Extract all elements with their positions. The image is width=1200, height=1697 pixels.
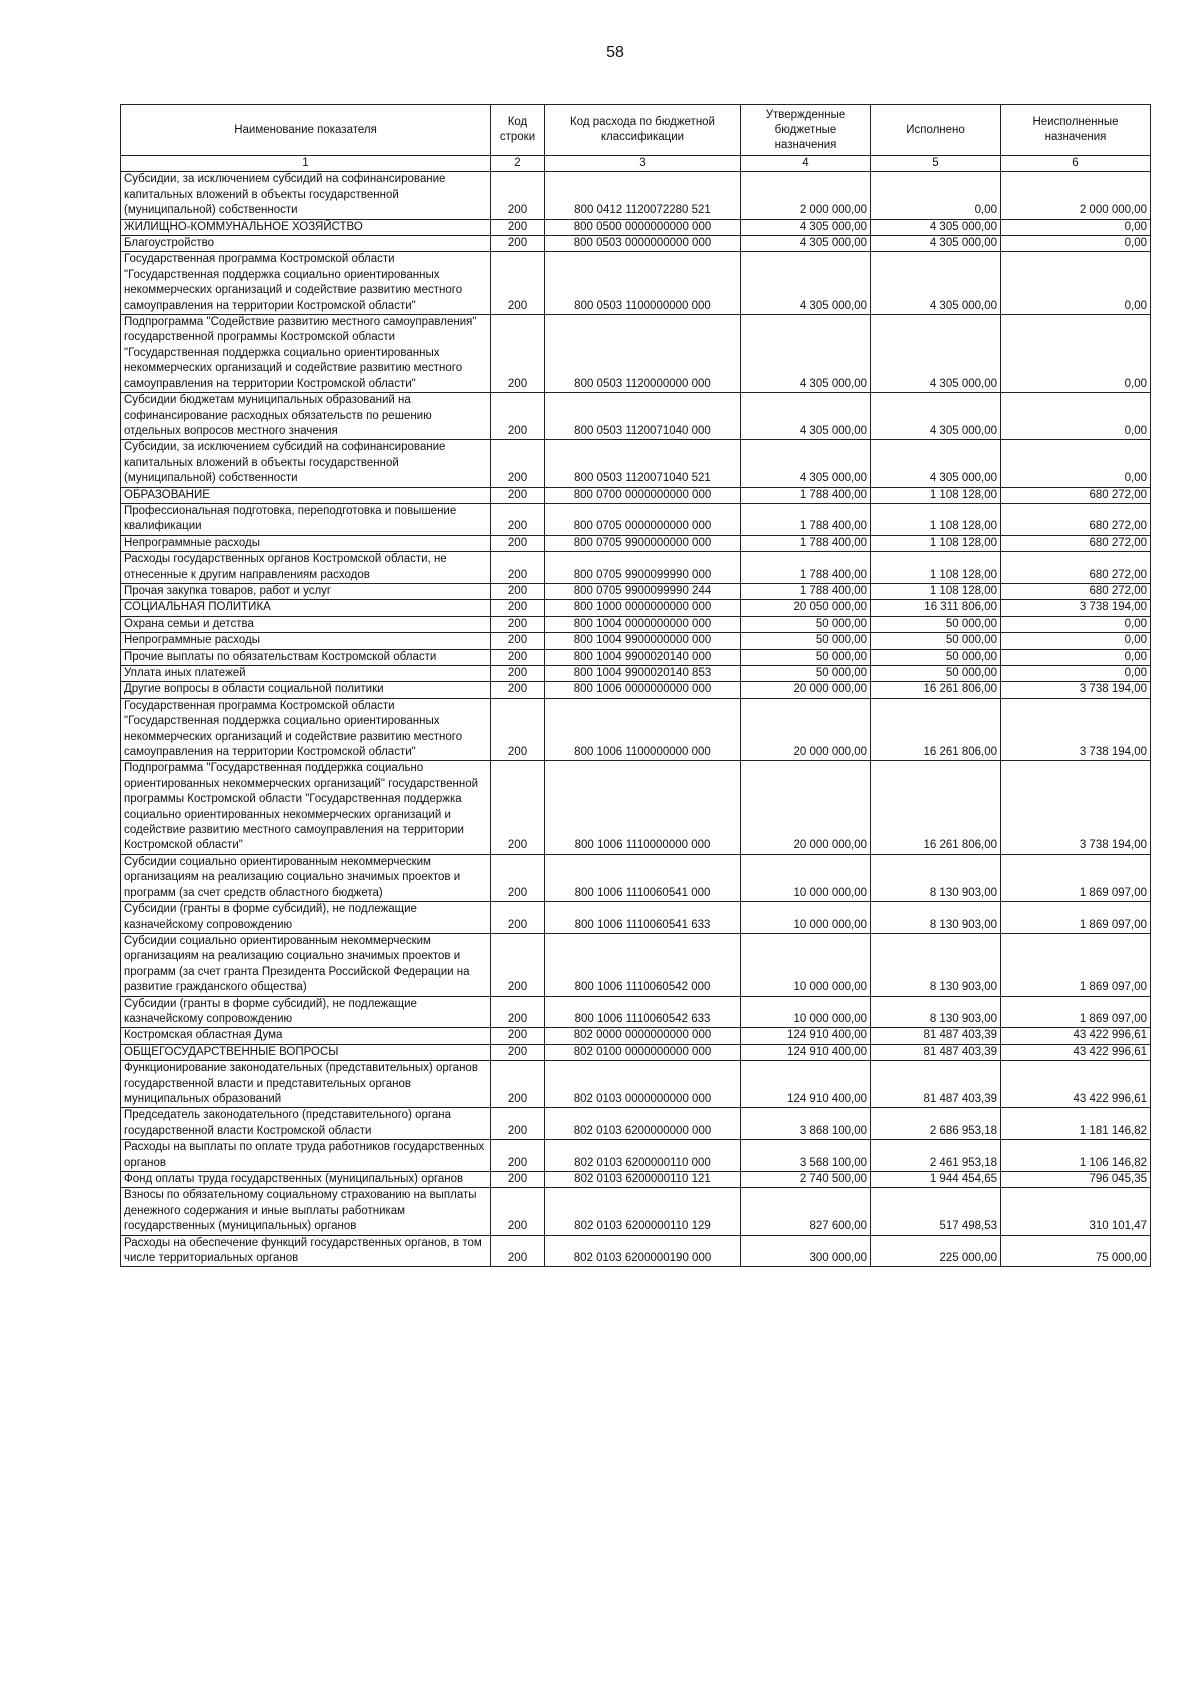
cell-name: Взносы по обязательному социальному страхованию на выплаты денежного содержания и иные выплаты работникам государственных (муниципальных) органов bbox=[121, 1188, 491, 1235]
cell-name: Охрана семьи и детства bbox=[121, 616, 491, 632]
cell-name: Прочие выплаты по обязательствам Костромской области bbox=[121, 649, 491, 665]
cell-approved: 1 788 400,00 bbox=[741, 535, 871, 551]
cell-executed: 81 487 403,39 bbox=[871, 1044, 1001, 1060]
cell-executed: 4 305 000,00 bbox=[871, 252, 1001, 315]
cell-budget: 800 0412 1120072280 521 bbox=[545, 172, 741, 219]
cell-unexecuted: 0,00 bbox=[1001, 252, 1151, 315]
table-row bbox=[121, 503, 1151, 535]
cell-unexecuted: 680 272,00 bbox=[1001, 583, 1151, 599]
cell-executed: 8 130 903,00 bbox=[871, 854, 1001, 901]
cell-executed: 4 305 000,00 bbox=[871, 219, 1001, 235]
cell-code: 200 bbox=[491, 698, 545, 761]
cell-code: 200 bbox=[491, 1028, 545, 1044]
header-row bbox=[121, 105, 1151, 156]
cell-executed: 8 130 903,00 bbox=[871, 996, 1001, 1028]
table-row bbox=[121, 1061, 1151, 1108]
cell-unexecuted: 3 738 194,00 bbox=[1001, 698, 1151, 761]
table-row bbox=[121, 1044, 1151, 1060]
cell-code: 200 bbox=[491, 487, 545, 503]
cell-budget: 800 1006 1110060541 000 bbox=[545, 854, 741, 901]
cell-code: 200 bbox=[491, 1044, 545, 1060]
cell-unexecuted: 0,00 bbox=[1001, 219, 1151, 235]
table-row bbox=[121, 252, 1151, 315]
cell-executed: 8 130 903,00 bbox=[871, 933, 1001, 996]
cell-approved: 1 788 400,00 bbox=[741, 487, 871, 503]
page-number: 58 bbox=[606, 44, 624, 61]
cell-approved: 10 000 000,00 bbox=[741, 933, 871, 996]
cell-budget: 800 1006 1110060542 000 bbox=[545, 933, 741, 996]
cell-budget: 800 0503 0000000000 000 bbox=[545, 236, 741, 252]
header-unexecuted: Неисполненные назначения bbox=[1001, 105, 1151, 156]
table-row bbox=[121, 535, 1151, 551]
cell-budget: 800 1006 1100000000 000 bbox=[545, 698, 741, 761]
cell-executed: 16 261 806,00 bbox=[871, 761, 1001, 854]
cell-unexecuted: 1 106 146,82 bbox=[1001, 1140, 1151, 1172]
cell-code: 200 bbox=[491, 1188, 545, 1235]
table-row bbox=[121, 649, 1151, 665]
cell-executed: 0,00 bbox=[871, 172, 1001, 219]
cell-name: Субсидии (гранты в форме субсидий), не подлежащие казначейскому сопровождению bbox=[121, 996, 491, 1028]
cell-name: Расходы на выплаты по оплате труда работников государственных органов bbox=[121, 1140, 491, 1172]
cell-code: 200 bbox=[491, 1140, 545, 1172]
table-row bbox=[121, 854, 1151, 901]
cell-budget: 802 0103 6200000110 121 bbox=[545, 1172, 741, 1188]
table-row bbox=[121, 440, 1151, 487]
column-number: 5 bbox=[871, 156, 1001, 172]
table-row bbox=[121, 698, 1151, 761]
cell-code: 200 bbox=[491, 682, 545, 698]
cell-unexecuted: 1 869 097,00 bbox=[1001, 996, 1151, 1028]
cell-budget: 802 0103 6200000000 000 bbox=[545, 1108, 741, 1140]
cell-name: Расходы на обеспечение функций государственных органов, в том числе территориальных органов bbox=[121, 1235, 491, 1267]
cell-unexecuted: 43 422 996,61 bbox=[1001, 1028, 1151, 1044]
cell-budget: 800 1006 1110000000 000 bbox=[545, 761, 741, 854]
cell-executed: 2 686 953,18 bbox=[871, 1108, 1001, 1140]
cell-code: 200 bbox=[491, 933, 545, 996]
cell-name: Субсидии социально ориентированным некоммерческим организациям на реализацию социально значимых проектов и программ (за счет гранта Президента Российской Федерации на развитие гражданского общества) bbox=[121, 933, 491, 996]
cell-budget: 800 0705 9900099990 000 bbox=[545, 552, 741, 584]
cell-approved: 1 788 400,00 bbox=[741, 503, 871, 535]
cell-code: 200 bbox=[491, 172, 545, 219]
cell-executed: 225 000,00 bbox=[871, 1235, 1001, 1267]
cell-name: Профессиональная подготовка, переподготовка и повышение квалификации bbox=[121, 503, 491, 535]
cell-approved: 2 740 500,00 bbox=[741, 1172, 871, 1188]
cell-executed: 16 311 806,00 bbox=[871, 600, 1001, 616]
cell-unexecuted: 0,00 bbox=[1001, 440, 1151, 487]
cell-unexecuted: 2 000 000,00 bbox=[1001, 172, 1151, 219]
cell-executed: 50 000,00 bbox=[871, 633, 1001, 649]
table-row bbox=[121, 761, 1151, 854]
cell-budget: 802 0103 6200000110 000 bbox=[545, 1140, 741, 1172]
cell-budget: 800 0700 0000000000 000 bbox=[545, 487, 741, 503]
cell-budget: 800 1006 1110060542 633 bbox=[545, 996, 741, 1028]
column-number: 3 bbox=[545, 156, 741, 172]
cell-unexecuted: 3 738 194,00 bbox=[1001, 682, 1151, 698]
cell-budget: 802 0103 6200000190 000 bbox=[545, 1235, 741, 1267]
table-row bbox=[121, 933, 1151, 996]
cell-approved: 20 000 000,00 bbox=[741, 698, 871, 761]
cell-executed: 4 305 000,00 bbox=[871, 315, 1001, 393]
table-row bbox=[121, 1235, 1151, 1267]
cell-name: Субсидии социально ориентированным некоммерческим организациям на реализацию социально значимых проектов и программ (за счет средств областного бюджета) bbox=[121, 854, 491, 901]
cell-approved: 4 305 000,00 bbox=[741, 315, 871, 393]
cell-code: 200 bbox=[491, 440, 545, 487]
cell-budget: 800 1000 0000000000 000 bbox=[545, 600, 741, 616]
cell-budget: 800 1004 9900020140 000 bbox=[545, 649, 741, 665]
cell-approved: 50 000,00 bbox=[741, 666, 871, 682]
table-row bbox=[121, 1140, 1151, 1172]
cell-name: ОБРАЗОВАНИЕ bbox=[121, 487, 491, 503]
table-row bbox=[121, 236, 1151, 252]
table-row bbox=[121, 219, 1151, 235]
cell-budget: 800 0503 1120000000 000 bbox=[545, 315, 741, 393]
cell-code: 200 bbox=[491, 1061, 545, 1108]
table-row bbox=[121, 600, 1151, 616]
cell-approved: 827 600,00 bbox=[741, 1188, 871, 1235]
table-row bbox=[121, 1028, 1151, 1044]
cell-budget: 800 0503 1120071040 000 bbox=[545, 393, 741, 440]
cell-approved: 4 305 000,00 bbox=[741, 393, 871, 440]
cell-executed: 1 108 128,00 bbox=[871, 583, 1001, 599]
cell-approved: 4 305 000,00 bbox=[741, 236, 871, 252]
cell-name: Государственная программа Костромской области "Государственная поддержка социально ориентированных некоммерческих организаций и содействие развитию местного самоуправления на территории Костромской области" bbox=[121, 698, 491, 761]
cell-name: Другие вопросы в области социальной политики bbox=[121, 682, 491, 698]
cell-executed: 1 108 128,00 bbox=[871, 552, 1001, 584]
cell-code: 200 bbox=[491, 649, 545, 665]
cell-budget: 800 0500 0000000000 000 bbox=[545, 219, 741, 235]
cell-unexecuted: 3 738 194,00 bbox=[1001, 600, 1151, 616]
header-approved: Утвержденные бюджетные назначения bbox=[741, 105, 871, 156]
table-row bbox=[121, 1108, 1151, 1140]
cell-approved: 10 000 000,00 bbox=[741, 902, 871, 934]
cell-budget: 802 0103 6200000110 129 bbox=[545, 1188, 741, 1235]
cell-approved: 4 305 000,00 bbox=[741, 219, 871, 235]
cell-name: Субсидии (гранты в форме субсидий), не подлежащие казначейскому сопровождению bbox=[121, 902, 491, 934]
cell-approved: 300 000,00 bbox=[741, 1235, 871, 1267]
cell-name: Подпрограмма "Государственная поддержка социально ориентированных некоммерческих организаций" государственной программы Костромской области "Государственная поддержка социально ориентированных некоммерческих организаций и содействие развитию местного самоуправления на территории Костромской области" bbox=[121, 761, 491, 854]
cell-executed: 1 944 454,65 bbox=[871, 1172, 1001, 1188]
cell-approved: 1 788 400,00 bbox=[741, 552, 871, 584]
cell-budget: 800 1006 0000000000 000 bbox=[545, 682, 741, 698]
cell-executed: 50 000,00 bbox=[871, 666, 1001, 682]
table-row bbox=[121, 902, 1151, 934]
cell-executed: 2 461 953,18 bbox=[871, 1140, 1001, 1172]
table-row bbox=[121, 487, 1151, 503]
cell-name: Субсидии бюджетам муниципальных образований на софинансирование расходных обязательств по решению отдельных вопросов местного значения bbox=[121, 393, 491, 440]
cell-budget: 802 0103 0000000000 000 bbox=[545, 1061, 741, 1108]
table-row bbox=[121, 172, 1151, 219]
cell-approved: 50 000,00 bbox=[741, 649, 871, 665]
cell-budget: 800 0705 0000000000 000 bbox=[545, 503, 741, 535]
cell-executed: 517 498,53 bbox=[871, 1188, 1001, 1235]
cell-unexecuted: 680 272,00 bbox=[1001, 535, 1151, 551]
cell-unexecuted: 1 869 097,00 bbox=[1001, 933, 1151, 996]
cell-approved: 50 000,00 bbox=[741, 616, 871, 632]
cell-code: 200 bbox=[491, 666, 545, 682]
cell-code: 200 bbox=[491, 315, 545, 393]
cell-code: 200 bbox=[491, 616, 545, 632]
cell-code: 200 bbox=[491, 1235, 545, 1267]
cell-unexecuted: 3 738 194,00 bbox=[1001, 761, 1151, 854]
cell-approved: 3 868 100,00 bbox=[741, 1108, 871, 1140]
header-name: Наименование показателя bbox=[121, 105, 491, 156]
cell-code: 200 bbox=[491, 393, 545, 440]
cell-approved: 2 000 000,00 bbox=[741, 172, 871, 219]
cell-name: Костромская областная Дума bbox=[121, 1028, 491, 1044]
table-row bbox=[121, 633, 1151, 649]
table-row bbox=[121, 682, 1151, 698]
column-number: 4 bbox=[741, 156, 871, 172]
table-row bbox=[121, 1172, 1151, 1188]
header-budget-code: Код расхода по бюджетной классификации bbox=[545, 105, 741, 156]
cell-unexecuted: 43 422 996,61 bbox=[1001, 1044, 1151, 1060]
cell-name: Субсидии, за исключением субсидий на софинансирование капитальных вложений в объекты государственной (муниципальной) собственности bbox=[121, 440, 491, 487]
cell-approved: 20 000 000,00 bbox=[741, 761, 871, 854]
cell-executed: 50 000,00 bbox=[871, 616, 1001, 632]
header-row-code: Код строки bbox=[491, 105, 545, 156]
cell-unexecuted: 0,00 bbox=[1001, 393, 1151, 440]
cell-unexecuted: 75 000,00 bbox=[1001, 1235, 1151, 1267]
cell-code: 200 bbox=[491, 552, 545, 584]
cell-unexecuted: 680 272,00 bbox=[1001, 487, 1151, 503]
cell-approved: 50 000,00 bbox=[741, 633, 871, 649]
table-row bbox=[121, 1188, 1151, 1235]
cell-executed: 50 000,00 bbox=[871, 649, 1001, 665]
cell-unexecuted: 43 422 996,61 bbox=[1001, 1061, 1151, 1108]
cell-executed: 4 305 000,00 bbox=[871, 440, 1001, 487]
cell-code: 200 bbox=[491, 1172, 545, 1188]
cell-code: 200 bbox=[491, 1108, 545, 1140]
cell-name: Уплата иных платежей bbox=[121, 666, 491, 682]
cell-executed: 1 108 128,00 bbox=[871, 503, 1001, 535]
table-row bbox=[121, 616, 1151, 632]
cell-name: Непрограммные расходы bbox=[121, 633, 491, 649]
cell-approved: 3 568 100,00 bbox=[741, 1140, 871, 1172]
cell-code: 200 bbox=[491, 633, 545, 649]
cell-name: Благоустройство bbox=[121, 236, 491, 252]
cell-executed: 1 108 128,00 bbox=[871, 487, 1001, 503]
cell-unexecuted: 0,00 bbox=[1001, 666, 1151, 682]
cell-approved: 4 305 000,00 bbox=[741, 252, 871, 315]
cell-budget: 800 0705 9900000000 000 bbox=[545, 535, 741, 551]
cell-name: Расходы государственных органов Костромской области, не отнесенные к другим направлениям расходов bbox=[121, 552, 491, 584]
cell-unexecuted: 0,00 bbox=[1001, 633, 1151, 649]
table-row bbox=[121, 996, 1151, 1028]
budget-execution-table bbox=[120, 104, 1151, 1267]
cell-budget: 800 1004 9900020140 853 bbox=[545, 666, 741, 682]
cell-approved: 124 910 400,00 bbox=[741, 1061, 871, 1108]
cell-budget: 800 1004 9900000000 000 bbox=[545, 633, 741, 649]
cell-code: 200 bbox=[491, 902, 545, 934]
cell-name: Функционирование законодательных (представительных) органов государственной власти и представительных органов муниципальных образований bbox=[121, 1061, 491, 1108]
cell-approved: 10 000 000,00 bbox=[741, 854, 871, 901]
cell-executed: 16 261 806,00 bbox=[871, 682, 1001, 698]
cell-executed: 4 305 000,00 bbox=[871, 393, 1001, 440]
header-executed: Исполнено bbox=[871, 105, 1001, 156]
cell-executed: 81 487 403,39 bbox=[871, 1061, 1001, 1108]
cell-unexecuted: 680 272,00 bbox=[1001, 503, 1151, 535]
cell-name: Прочая закупка товаров, работ и услуг bbox=[121, 583, 491, 599]
cell-name: ОБЩЕГОСУДАРСТВЕННЫЕ ВОПРОСЫ bbox=[121, 1044, 491, 1060]
cell-unexecuted: 796 045,35 bbox=[1001, 1172, 1151, 1188]
cell-unexecuted: 0,00 bbox=[1001, 616, 1151, 632]
cell-code: 200 bbox=[491, 600, 545, 616]
column-number: 6 bbox=[1001, 156, 1151, 172]
cell-unexecuted: 680 272,00 bbox=[1001, 552, 1151, 584]
cell-code: 200 bbox=[491, 503, 545, 535]
cell-budget: 802 0100 0000000000 000 bbox=[545, 1044, 741, 1060]
cell-code: 200 bbox=[491, 236, 545, 252]
cell-approved: 4 305 000,00 bbox=[741, 440, 871, 487]
table-row bbox=[121, 583, 1151, 599]
cell-budget: 800 1006 1110060541 633 bbox=[545, 902, 741, 934]
cell-budget: 800 1004 0000000000 000 bbox=[545, 616, 741, 632]
cell-approved: 1 788 400,00 bbox=[741, 583, 871, 599]
cell-code: 200 bbox=[491, 996, 545, 1028]
cell-code: 200 bbox=[491, 219, 545, 235]
cell-name: Субсидии, за исключением субсидий на софинансирование капитальных вложений в объекты государственной (муниципальной) собственности bbox=[121, 172, 491, 219]
cell-budget: 800 0503 1120071040 521 bbox=[545, 440, 741, 487]
cell-code: 200 bbox=[491, 252, 545, 315]
cell-approved: 10 000 000,00 bbox=[741, 996, 871, 1028]
cell-approved: 20 000 000,00 bbox=[741, 682, 871, 698]
cell-name: Председатель законодательного (представительного) органа государственной власти Костромской области bbox=[121, 1108, 491, 1140]
cell-executed: 8 130 903,00 bbox=[871, 902, 1001, 934]
table-row bbox=[121, 552, 1151, 584]
cell-code: 200 bbox=[491, 761, 545, 854]
table-row bbox=[121, 393, 1151, 440]
cell-code: 200 bbox=[491, 535, 545, 551]
table-row bbox=[121, 315, 1151, 393]
cell-approved: 124 910 400,00 bbox=[741, 1044, 871, 1060]
cell-name: Подпрограмма "Содействие развитию местного самоуправления" государственной программы Костромской области "Государственная поддержка социально ориентированных некоммерческих организаций и содействие развитию местного самоуправления на территории Костромской области" bbox=[121, 315, 491, 393]
cell-code: 200 bbox=[491, 854, 545, 901]
cell-unexecuted: 0,00 bbox=[1001, 236, 1151, 252]
cell-unexecuted: 1 869 097,00 bbox=[1001, 902, 1151, 934]
cell-budget: 800 0503 1100000000 000 bbox=[545, 252, 741, 315]
cell-name: Государственная программа Костромской области "Государственная поддержка социально ориентированных некоммерческих организаций и содействие развитию местного самоуправления на территории Костромской области" bbox=[121, 252, 491, 315]
column-number: 2 bbox=[491, 156, 545, 172]
cell-name: Фонд оплаты труда государственных (муниципальных) органов bbox=[121, 1172, 491, 1188]
cell-unexecuted: 0,00 bbox=[1001, 315, 1151, 393]
cell-approved: 20 050 000,00 bbox=[741, 600, 871, 616]
cell-name: Непрограммные расходы bbox=[121, 535, 491, 551]
cell-unexecuted: 310 101,47 bbox=[1001, 1188, 1151, 1235]
cell-unexecuted: 1 869 097,00 bbox=[1001, 854, 1151, 901]
cell-name: ЖИЛИЩНО-КОММУНАЛЬНОЕ ХОЗЯЙСТВО bbox=[121, 219, 491, 235]
cell-executed: 16 261 806,00 bbox=[871, 698, 1001, 761]
column-number-row bbox=[121, 156, 1151, 172]
cell-executed: 1 108 128,00 bbox=[871, 535, 1001, 551]
cell-budget: 800 0705 9900099990 244 bbox=[545, 583, 741, 599]
table-row bbox=[121, 666, 1151, 682]
cell-unexecuted: 0,00 bbox=[1001, 649, 1151, 665]
cell-budget: 802 0000 0000000000 000 bbox=[545, 1028, 741, 1044]
cell-name: СОЦИАЛЬНАЯ ПОЛИТИКА bbox=[121, 600, 491, 616]
cell-unexecuted: 1 181 146,82 bbox=[1001, 1108, 1151, 1140]
table-body bbox=[121, 172, 1151, 1267]
cell-executed: 4 305 000,00 bbox=[871, 236, 1001, 252]
cell-executed: 81 487 403,39 bbox=[871, 1028, 1001, 1044]
cell-approved: 124 910 400,00 bbox=[741, 1028, 871, 1044]
cell-code: 200 bbox=[491, 583, 545, 599]
column-number: 1 bbox=[121, 156, 491, 172]
